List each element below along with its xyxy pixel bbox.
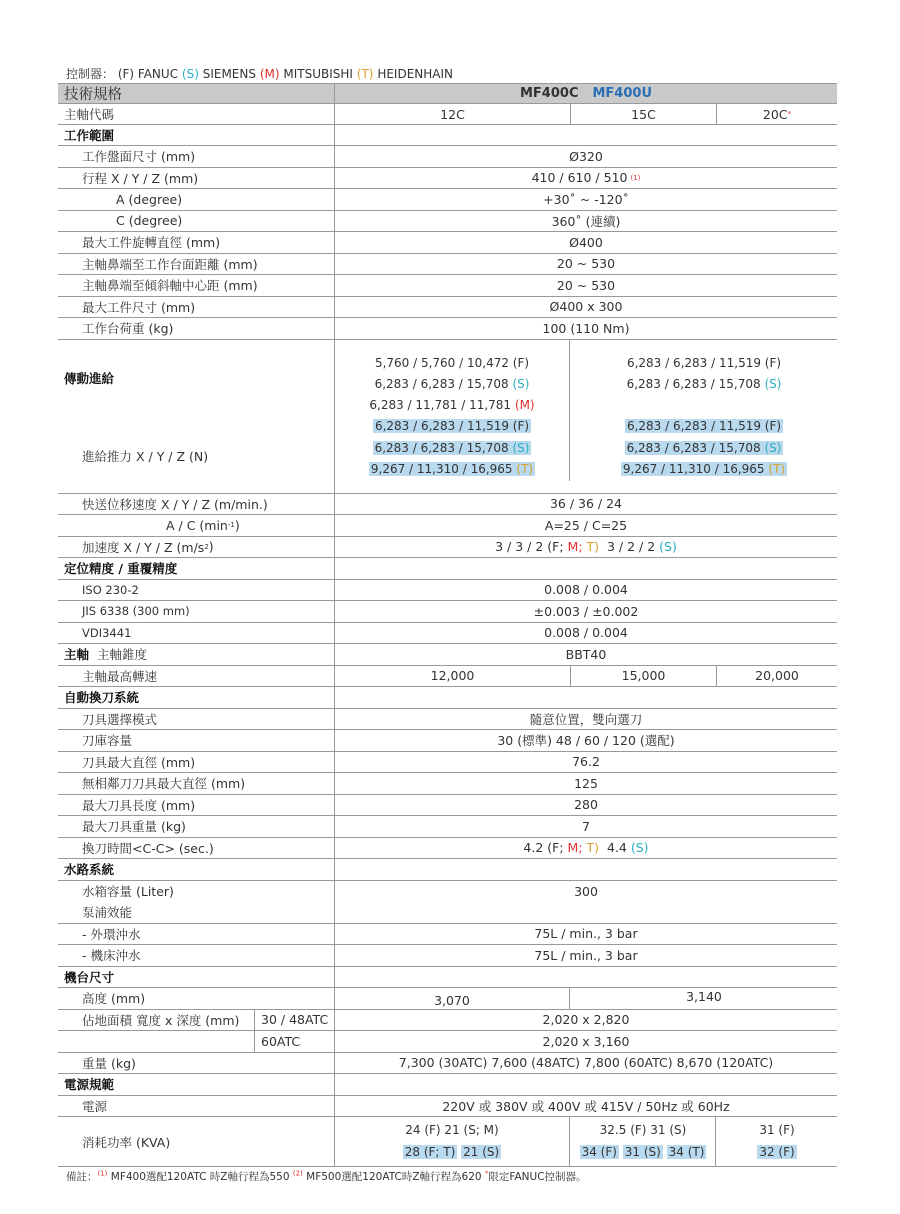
accel-m: M; bbox=[567, 539, 583, 555]
max-work-value: Ø400 x 300 bbox=[549, 299, 623, 315]
feed-title: 傳動進給 bbox=[64, 370, 115, 386]
travel-value bbox=[335, 168, 837, 189]
feed-controller-code: (T) bbox=[768, 461, 786, 476]
accel-label bbox=[82, 537, 214, 558]
feed-value bbox=[625, 419, 783, 433]
atc-maxdia-label: 刀具最大直徑 (mm) bbox=[82, 754, 196, 770]
atc-maxdia-value: 76.2 bbox=[572, 754, 600, 770]
legend-prefix: 控制器： bbox=[66, 67, 115, 81]
accel-label-end: ) bbox=[208, 539, 214, 555]
coolant-tank-value: 300 bbox=[574, 883, 598, 899]
atc-maxwt-value: 7 bbox=[582, 818, 590, 834]
spindle-code-row bbox=[58, 104, 837, 125]
rapid-ac-label bbox=[166, 515, 240, 536]
feed-thrust: 6,283 / 6,283 / 15,708 bbox=[374, 440, 513, 455]
footnote-n1: (1) bbox=[97, 1169, 108, 1178]
spindle-speed-20c: 20,000 bbox=[755, 668, 799, 684]
accel-value bbox=[335, 537, 837, 558]
nose-tilt-row bbox=[58, 275, 837, 297]
footnote-star: * bbox=[484, 1169, 489, 1178]
feed-value bbox=[369, 398, 534, 412]
floor-sub-30-48atc: 30 / 48ATC bbox=[261, 1012, 329, 1028]
atc-change-label: 換刀時間<C-C> (sec.) bbox=[82, 840, 214, 856]
model-names bbox=[335, 84, 837, 103]
footnote-prefix: 備註： bbox=[66, 1171, 98, 1183]
feed-thrust-label: 進給推力 X / Y / Z (N) bbox=[82, 448, 209, 464]
feed-value bbox=[621, 462, 787, 476]
feed-controller-code: (S) bbox=[764, 440, 782, 455]
rapid-ac-label-sup: -1 bbox=[227, 521, 235, 530]
power-20c-line1: 31 (F) bbox=[759, 1123, 795, 1137]
spindle-code-20c bbox=[717, 104, 837, 124]
floor-label: 佔地面積 寬度 x 深度 (mm) bbox=[82, 1012, 240, 1028]
spindle-code-15c: 15C bbox=[571, 104, 717, 124]
accel-v1: 3 / 3 / 2 (F; bbox=[495, 539, 564, 555]
bed-flush-value: 75L / min., 3 bar bbox=[534, 947, 638, 963]
footnote-t2: MF500選配120ATC時Z軸行程為620 bbox=[306, 1171, 482, 1183]
rapid-ac-value: A=25 / C=25 bbox=[544, 517, 628, 533]
feed-line bbox=[335, 353, 569, 374]
rapid-ac-label-text: A / C (min bbox=[166, 517, 228, 533]
work-range-title: 工作範圍 bbox=[64, 128, 115, 143]
vdi-label: VDI3441 bbox=[82, 625, 132, 640]
pump-label: 泵浦效能 bbox=[82, 905, 133, 921]
c-axis-row bbox=[58, 211, 837, 233]
feed-thrust: 6,283 / 6,283 / 15,708 bbox=[626, 440, 765, 455]
feed-controller-code: (F) bbox=[764, 419, 782, 434]
weight-row bbox=[58, 1053, 837, 1075]
feed-line bbox=[571, 374, 837, 395]
feed-value bbox=[627, 377, 782, 391]
atc-change-s: (S) bbox=[630, 840, 649, 856]
height-row bbox=[58, 988, 837, 1010]
feed-thrust: 5,760 / 5,760 / 10,472 bbox=[374, 355, 513, 370]
feed-thrust: 6,283 / 6,283 / 11,519 bbox=[374, 419, 513, 434]
height-15c-20c: 3,140 bbox=[686, 988, 722, 1004]
feed-controller-code: (T) bbox=[516, 461, 534, 476]
feed-value bbox=[625, 441, 784, 455]
feed-line bbox=[335, 374, 569, 395]
legend-t-code: (T) bbox=[356, 67, 374, 81]
feed-controller-code: (S) bbox=[512, 376, 530, 391]
feed-row bbox=[58, 340, 837, 494]
spindle-code-20c-text: 20C bbox=[762, 106, 788, 122]
power-12c bbox=[335, 1117, 570, 1166]
feed-line bbox=[335, 438, 569, 459]
atc-mode-row bbox=[58, 709, 837, 731]
iso-value: 0.008 / 0.004 bbox=[544, 582, 628, 598]
spindle-speed-label: 主軸最高轉速 bbox=[82, 668, 158, 684]
floor-row-1 bbox=[58, 1010, 837, 1032]
atc-change-t: T) bbox=[586, 840, 600, 856]
atc-maxdia-empty-row bbox=[58, 773, 837, 795]
footnote bbox=[66, 1169, 587, 1184]
feed-line bbox=[335, 459, 569, 480]
feed-controller-code: (F) bbox=[512, 355, 530, 370]
feed-line bbox=[571, 395, 837, 416]
legend-mitsubishi: MITSUBISHI bbox=[283, 67, 353, 81]
atc-maxlen-label: 最大刀具長度 (mm) bbox=[82, 797, 196, 813]
power-source-value: 220V 或 380V 或 400V 或 415V / 50Hz 或 60Hz bbox=[442, 1098, 730, 1114]
feed-values-15c-20c bbox=[571, 340, 837, 481]
feed-thrust: 6,283 / 6,283 / 15,708 bbox=[626, 376, 765, 391]
spindle-taper-row bbox=[58, 644, 837, 666]
atc-maxdia-empty-label: 無相鄰刀刀具最大直徑 (mm) bbox=[82, 776, 246, 792]
legend-fanuc: (F) FANUC bbox=[117, 67, 179, 81]
max-swing-label: 最大工件旋轉直徑 (mm) bbox=[82, 235, 221, 251]
height-label: 高度 (mm) bbox=[82, 991, 146, 1007]
vdi-value: 0.008 / 0.004 bbox=[544, 625, 628, 641]
iso-row bbox=[58, 580, 837, 602]
spindle-taper-label-text: 主軸錐度 bbox=[96, 647, 147, 663]
spindle-speed-12c: 12,000 bbox=[335, 666, 571, 687]
rapid-value: 36 / 36 / 24 bbox=[549, 496, 623, 512]
accel-t: T) bbox=[586, 539, 600, 555]
feed-thrust: 9,267 / 11,310 / 16,965 bbox=[622, 461, 769, 476]
pump-row bbox=[58, 902, 837, 924]
machine-title-row bbox=[58, 967, 837, 989]
footnote-t1: MF400選配120ATC 時Z軸行程為550 bbox=[110, 1171, 290, 1183]
feed-value bbox=[369, 462, 535, 476]
spindle-speed-row bbox=[58, 666, 837, 688]
legend-s-code: (S) bbox=[181, 67, 199, 81]
max-swing-value: Ø400 bbox=[569, 234, 603, 250]
legend-heidenhain: HEIDENHAIN bbox=[377, 67, 454, 81]
table-load-value: 100 (110 Nm) bbox=[542, 320, 630, 336]
rapid-ac-row bbox=[58, 515, 837, 537]
atc-mode-label: 刀具選擇模式 bbox=[82, 711, 158, 727]
a-axis-value: +30˚ ~ -120˚ bbox=[543, 191, 629, 207]
feed-thrust: 6,283 / 6,283 / 11,519 bbox=[626, 355, 765, 370]
spec-table bbox=[58, 83, 837, 1167]
max-work-row bbox=[58, 297, 837, 319]
power-15c-line1: 32.5 (F) 31 (S) bbox=[599, 1123, 687, 1137]
power-consumption-label: 消耗功率 (KVA) bbox=[82, 1134, 171, 1150]
a-axis-label: A (degree) bbox=[116, 191, 183, 207]
spindle-code-label: 主軸代碼 bbox=[64, 107, 115, 122]
feed-thrust: 6,283 / 6,283 / 15,708 bbox=[374, 376, 513, 391]
power-title-row bbox=[58, 1074, 837, 1096]
feed-line bbox=[571, 416, 837, 437]
atc-mode-value: 隨意位置，雙向選刀 bbox=[529, 711, 643, 727]
height-12c: 3,070 bbox=[335, 988, 570, 1009]
atc-capacity-row bbox=[58, 730, 837, 752]
ring-flush-value: 75L / min., 3 bar bbox=[534, 926, 638, 942]
nose-tilt-value: 20 ~ 530 bbox=[556, 277, 616, 293]
feed-line bbox=[571, 438, 837, 459]
spec-header-row bbox=[58, 83, 837, 104]
spindle-speed-15c: 15,000 bbox=[571, 666, 717, 687]
spindle-taper-value: BBT40 bbox=[565, 646, 607, 662]
feed-controller-code: (F) bbox=[764, 355, 782, 370]
ring-flush-row bbox=[58, 924, 837, 946]
atc-change-value bbox=[335, 838, 837, 859]
feed-value bbox=[375, 356, 529, 370]
accel-v2: 3 / 2 / 2 bbox=[607, 539, 656, 555]
power-source-row bbox=[58, 1096, 837, 1118]
model-mf400u: MF400U bbox=[592, 86, 652, 101]
feed-controller-code: (F) bbox=[512, 419, 530, 434]
atc-title: 自動換刀系統 bbox=[64, 690, 140, 706]
atc-change-m: M; bbox=[567, 840, 583, 856]
a-axis-row bbox=[58, 189, 837, 211]
feed-thrust: 6,283 / 6,283 / 11,519 bbox=[626, 419, 765, 434]
atc-capacity-label: 刀庫容量 bbox=[82, 733, 133, 749]
feed-line bbox=[571, 459, 837, 480]
floor-value-60atc: 2,020 x 3,160 bbox=[542, 1033, 630, 1049]
feed-value bbox=[627, 356, 781, 370]
jis-value: ±0.003 / ±0.002 bbox=[533, 603, 639, 619]
floor-sub-60atc: 60ATC bbox=[261, 1033, 301, 1049]
feed-values-12c bbox=[335, 340, 570, 481]
feed-value bbox=[373, 441, 532, 455]
floor-value-30-48atc: 2,020 x 2,820 bbox=[542, 1012, 630, 1028]
feed-thrust: 6,283 / 11,781 / 11,781 bbox=[369, 398, 515, 413]
weight-value: 7,300 (30ATC) 7,600 (48ATC) 7,800 (60ATC) 8,670 (120ATC) bbox=[398, 1055, 774, 1071]
legend-m-code: (M) bbox=[259, 67, 280, 81]
bed-flush-label: - 機床沖水 bbox=[82, 948, 141, 964]
vdi-row bbox=[58, 623, 837, 645]
feed-controller-code: (S) bbox=[512, 440, 530, 455]
coolant-tank-label: 水箱容量 (Liter) bbox=[82, 884, 174, 900]
nose-table-value: 20 ~ 530 bbox=[556, 256, 616, 272]
iso-label: ISO 230-2 bbox=[82, 582, 139, 597]
coolant-title-row bbox=[58, 859, 837, 881]
jis-label: JIS 6338 (300 mm) bbox=[82, 604, 190, 619]
power-consumption-row bbox=[58, 1117, 837, 1167]
fanuc-only-mark: * bbox=[787, 110, 792, 118]
work-range-title-row bbox=[58, 125, 837, 146]
power-12c-line1: 24 (F) 21 (S; M) bbox=[405, 1123, 499, 1137]
accel-row bbox=[58, 537, 837, 559]
rapid-row bbox=[58, 494, 837, 516]
footnote-n2: (2) bbox=[292, 1169, 303, 1178]
atc-change-v1: 4.2 (F; bbox=[523, 840, 564, 856]
feed-line bbox=[571, 353, 837, 374]
spindle-taper-label bbox=[64, 644, 147, 665]
jis-row bbox=[58, 601, 837, 623]
model-mf400c: MF400C bbox=[519, 86, 579, 101]
nose-tilt-label: 主軸鼻端至傾斜軸中心距 (mm) bbox=[82, 278, 258, 294]
power-15c-u2: 31 (S) bbox=[624, 1144, 661, 1159]
table-load-label: 工作台荷重 (kg) bbox=[82, 321, 174, 337]
table-size-row bbox=[58, 146, 837, 168]
legend-siemens: SIEMENS bbox=[202, 67, 256, 81]
power-12c-u2: 21 (S) bbox=[463, 1144, 500, 1159]
feed-line bbox=[335, 416, 569, 437]
atc-change-row bbox=[58, 838, 837, 860]
atc-title-row bbox=[58, 687, 837, 709]
spindle-code-12c: 12C bbox=[335, 104, 571, 124]
feed-value bbox=[375, 377, 530, 391]
feed-controller-code: (M) bbox=[514, 398, 535, 413]
bed-flush-row bbox=[58, 945, 837, 967]
travel-value-text: 410 / 610 / 510 bbox=[531, 170, 628, 186]
accuracy-title-row bbox=[58, 558, 837, 580]
max-work-label: 最大工件尺寸 (mm) bbox=[82, 299, 196, 315]
feed-line bbox=[335, 395, 569, 416]
travel-note: (1) bbox=[630, 173, 641, 182]
accel-s: (S) bbox=[659, 539, 677, 555]
atc-maxwt-row bbox=[58, 816, 837, 838]
rapid-ac-label-end: ) bbox=[234, 517, 240, 533]
atc-maxlen-row bbox=[58, 795, 837, 817]
c-axis-value: 360˚ (連續) bbox=[551, 213, 621, 229]
coolant-title: 水路系統 bbox=[64, 862, 115, 878]
coolant-tank-row bbox=[58, 881, 837, 903]
rapid-label: 快送位移速度 X / Y / Z (m/min.) bbox=[82, 496, 268, 512]
power-20c bbox=[717, 1117, 837, 1166]
max-swing-row bbox=[58, 232, 837, 254]
feed-controller-code: (S) bbox=[764, 376, 782, 391]
floor-row-2 bbox=[58, 1031, 837, 1053]
ring-flush-label: - 外環沖水 bbox=[82, 926, 141, 942]
table-size-value: Ø320 bbox=[569, 148, 603, 164]
power-source-label: 電源 bbox=[82, 1098, 108, 1114]
accel-label-text: 加速度 X / Y / Z (m/s bbox=[82, 539, 205, 555]
power-15c-u3: 34 (T) bbox=[668, 1144, 705, 1159]
weight-label: 重量 (kg) bbox=[82, 1055, 136, 1071]
atc-capacity-value: 30 (標準) 48 / 60 / 120 (選配) bbox=[497, 733, 675, 749]
spec-header-label: 技術規格 bbox=[64, 87, 122, 103]
feed-value bbox=[373, 419, 531, 433]
power-15c bbox=[571, 1117, 716, 1166]
travel-row bbox=[58, 168, 837, 190]
footnote-t3: 限定FANUC控制器。 bbox=[488, 1171, 587, 1183]
machine-title: 機台尺寸 bbox=[64, 969, 115, 985]
nose-table-label: 主軸鼻端至工作台面距離 (mm) bbox=[82, 256, 258, 272]
power-20c-u1: 32 (F) bbox=[759, 1144, 795, 1159]
accuracy-title: 定位精度 / 重覆精度 bbox=[64, 561, 178, 577]
controller-legend bbox=[66, 65, 453, 82]
c-axis-label: C (degree) bbox=[116, 213, 183, 229]
nose-table-row bbox=[58, 254, 837, 276]
power-title: 電源規範 bbox=[64, 1077, 115, 1093]
table-load-row bbox=[58, 318, 837, 340]
table-size-label: 工作盤面尺寸 (mm) bbox=[82, 149, 196, 165]
accel-label-sup: 2 bbox=[204, 542, 209, 551]
power-12c-u1: 28 (F; T) bbox=[404, 1144, 456, 1159]
feed-thrust: 9,267 / 11,310 / 16,965 bbox=[370, 461, 517, 476]
travel-label: 行程 X / Y / Z (mm) bbox=[82, 170, 199, 186]
atc-maxdia-row bbox=[58, 752, 837, 774]
spindle-title: 主軸 bbox=[64, 647, 90, 663]
atc-maxdia-empty-value: 125 bbox=[574, 775, 598, 791]
atc-maxlen-value: 280 bbox=[574, 797, 598, 813]
atc-change-v2: 4.4 bbox=[607, 840, 627, 856]
atc-maxwt-label: 最大刀具重量 (kg) bbox=[82, 819, 186, 835]
power-15c-u1: 34 (F) bbox=[581, 1144, 617, 1159]
